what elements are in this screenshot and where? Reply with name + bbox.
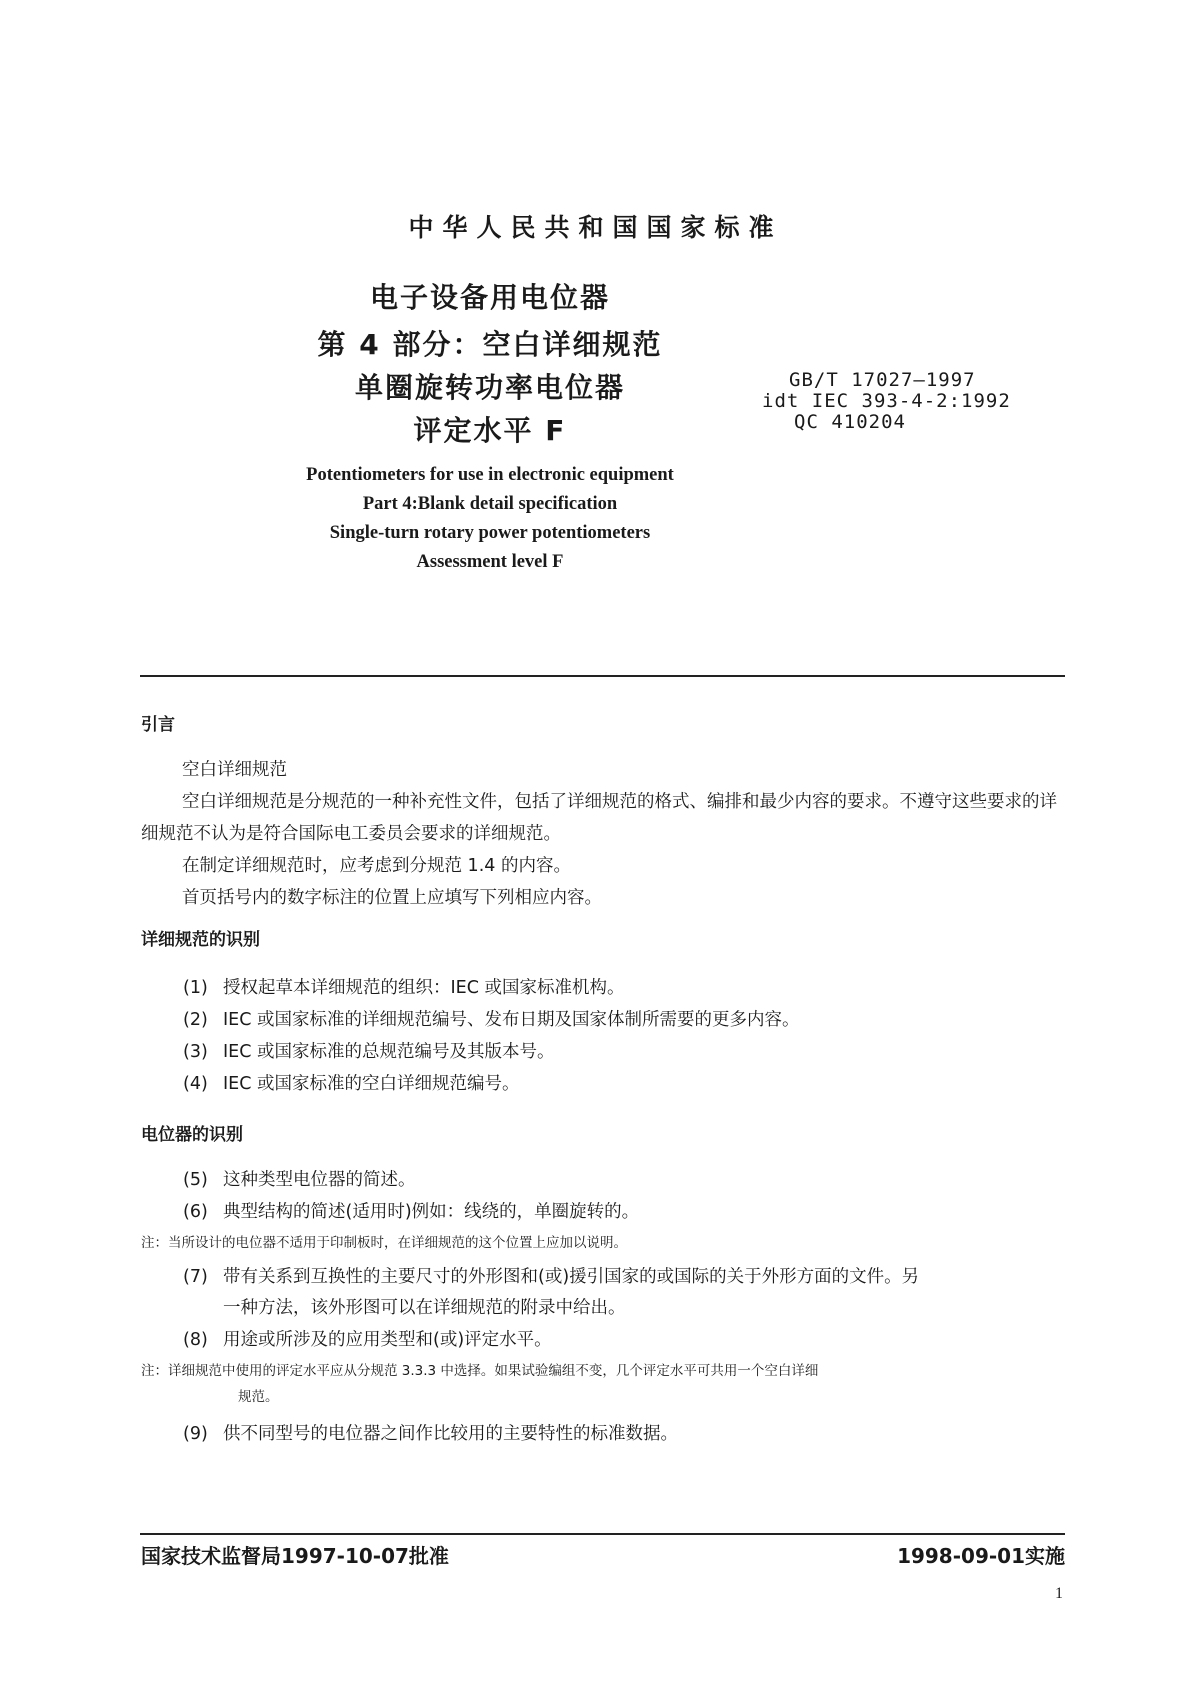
item-text: 典型结构的简述(适用时)例如：线绕的，单圈旋转的。 [223,1202,640,1222]
item-text: 这种类型电位器的简述。 [223,1170,416,1190]
effective-date: 1998-09-01实施 [897,1544,1065,1568]
idt-iec-reference: idt IEC 393-4-2:1992 [762,390,1011,412]
intro-paragraph: 空白详细规范是分规范的一种补充性文件，包括了详细规范的格式、编排和最少内容的要求。不遵守这些要求的详细规范不认为是符合国际电工委员会要求的详细规范。 [141,792,1057,844]
cn-title-line-3: 单圈旋转功率电位器 [354,371,625,404]
list-item [183,1165,1066,1196]
intro-body [141,754,1066,914]
item-text-continuation: 一种方法，该外形图可以在详细规范的附录中给出。 [223,1298,626,1318]
footer-divider [140,1533,1065,1535]
item-number: (5) [183,1170,208,1190]
item-text: 授权起草本详细规范的组织：IEC 或国家标准机构。 [223,978,625,998]
cn-title-line-4: 评定水平 F [413,414,567,447]
item-number: (9) [183,1424,208,1444]
item-text: IEC 或国家标准的空白详细规范编号。 [223,1074,520,1094]
cn-title-line-1: 电子设备用电位器 [369,281,610,314]
qc-number: QC 410204 [794,411,906,433]
item-number: (7) [183,1267,208,1287]
header-divider [140,675,1065,677]
intro-heading: 引言 [141,715,175,735]
note-1: 注：当所设计的电位器不适用于印制板时，在详细规范的这个位置上应加以说明。 [141,1235,627,1251]
note-2 [141,1358,1066,1410]
list-item [183,1197,1066,1228]
standard-number: GB/T 17027—1997 [789,369,976,391]
item-number: (3) [183,1042,208,1062]
en-title-line-2: Part 4:Blank detail specification [362,494,618,514]
item-number: (6) [183,1202,208,1222]
en-title-line-4: Assessment level F [416,552,564,572]
item-text: IEC 或国家标准的总规范编号及其版本号。 [223,1042,555,1062]
intro-paragraph: 空白详细规范 [182,760,287,780]
cn-title-line-2: 第 4 部分：空白详细规范 [317,328,663,361]
item-number: (1) [183,978,208,998]
item-text: 供不同型号的电位器之间作比较用的主要特性的标准数据。 [223,1424,678,1444]
note-2-line-1: 注：详细规范中使用的评定水平应从分规范 3.3.3 中选择。如果试验编组不变，几个评定水平可共用一个空白详细 [141,1363,819,1379]
intro-paragraph: 首页括号内的数字标注的位置上应填写下列相应内容。 [182,888,602,908]
item-text: 用途或所涉及的应用类型和(或)评定水平。 [223,1330,552,1350]
intro-paragraph: 在制定详细规范时，应考虑到分规范 1.4 的内容。 [182,856,571,876]
list-item [183,1069,1066,1100]
en-title-line-1: Potentiometers for use in electronic equipment [306,465,674,485]
item-number: (4) [183,1074,208,1094]
spec-id-heading: 详细规范的识别 [141,930,260,950]
list-item [183,1262,1066,1324]
list-item [183,973,1066,1004]
list-item [183,1037,1066,1068]
note-2-line-2: 规范。 [238,1389,279,1405]
item-text: 带有关系到互换性的主要尺寸的外形图和(或)援引国家的或国际的关于外形方面的文件。另 [223,1267,920,1287]
list-item [183,1325,1066,1356]
page-number: 1 [1055,1585,1063,1602]
item-number: (2) [183,1010,208,1030]
state-standard-heading: 中华人民共和国国家标准 [408,213,783,242]
list-item [183,1419,1066,1450]
item-text: IEC 或国家标准的详细规范编号、发布日期及国家体制所需要的更多内容。 [223,1010,800,1030]
item-number: (8) [183,1330,208,1350]
list-item [183,1005,1066,1036]
approval-date: 国家技术监督局1997-10-07批准 [141,1544,449,1568]
pot-id-heading: 电位器的识别 [141,1125,243,1145]
en-title-line-3: Single-turn rotary power potentiometers [329,523,651,543]
